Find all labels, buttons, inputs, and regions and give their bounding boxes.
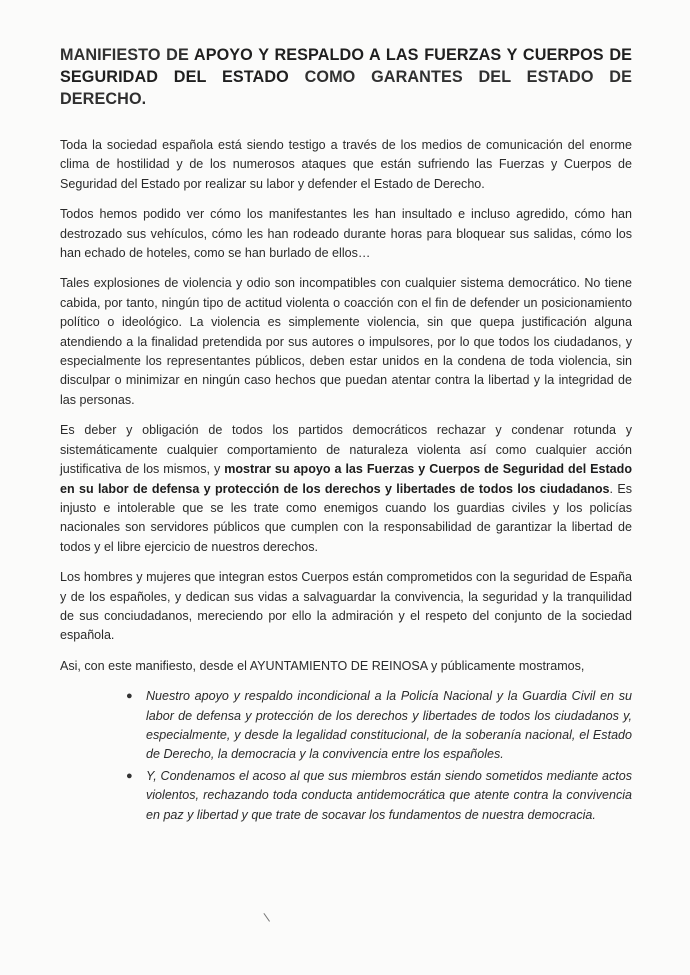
bullet-text-1: Nuestro apoyo y respaldo incondicional a la Policía Nacional y la Guardia Civil en su labor de defensa y protección de los derechos y libertades de todos los ciudadanos y, especialmente, y desde la legalidad constitucional, de la soberanía nacional, el Estado de Derecho, la democracia y la convivencia entre los españoles. [146,689,632,762]
paragraph-1: Toda la sociedad española está siendo testigo a través de los medios de comunicación del enorme clima de hostilidad y de los numerosos ataques que están sufriendo las Fuerzas y Cuerpos de Seguridad del Estado por realizar su labor y defender el Estado de Derecho. [60,138,632,191]
document-title [60,44,632,110]
title-suffix: COMO GARANTES DEL ESTADO DE DERECHO. [60,68,632,108]
bullet-dot-icon: ● [126,769,133,782]
paragraph-6: Asi, con este manifiesto, desde el AYUNTAMIENTO DE REINOSA y públicamente mostramos, [60,658,585,673]
paragraph-2: Todos hemos podido ver cómo los manifestantes les han insultado e incluso agredido, cómo han destrozado sus vehículos, cómo les han rodeado durante horas para bloquear sus salidas, cómo los han echado de hoteles, como se han burlado de ellos… [60,207,632,261]
title-prefix: MANIFIESTO DE [60,46,194,64]
bullet-text-2: Y, Condenamos el acoso al que sus miembros están siendo sometidos mediante actos violentos, rechazando toda conducta antidemocrática que atente contra la convivencia en paz y libertad y que trate de socavar los fundamentos de nuestra democracia. [146,768,632,822]
bullet-item-1 [126,687,632,765]
paragraph-4 [60,421,632,557]
paragraph-4-end: . Es injusto e intolerable que se les trate como enemigos cuando los guardias civiles y los policías nacionales son servidores públicos que cumplen con la responsabilidad de garantizar la libertad de todos y el libre ejercicio de nuestros derechos. [60,481,632,554]
bullet-item-2 [126,767,632,825]
bullet-dot-icon: ● [126,690,133,703]
stray-pen-mark: \ [262,909,272,926]
bullet-list [60,687,632,825]
paragraph-4-start: Es deber y obligación de todos los partidos democráticos rechazar y condenar rotunda y sistemáticamente cualquier comportamiento de naturaleza violenta así como cualquier acción justificativa de los mismos, y [60,423,632,477]
paragraph-4-bold: mostrar su apoyo a las Fuerzas y Cuerpos de Seguridad del Estado en su labor de defensa y protección de los derechos y libertades de todos los ciudadanos [60,462,632,496]
paragraph-3: Tales explosiones de violencia y odio son incompatibles con cualquier sistema democrático. No tiene cabida, por tanto, ningún tipo de actitud violenta o coacción con el fin de defender un posicionamiento político o ideológico. La violencia es simplemente violencia, sin que quepa justificación alguna atendiendo a la finalidad pretendida por sus autores o impulsores, por lo que todos los ciudadanos, y especialmente los representantes públicos, deben estar unidos en la condena de toda violencia, sin disculpar o minimizar en ningún caso hechos que puedan atentar contra la libertad y la integridad de las personas. [60,276,632,407]
title-bold: APOYO Y RESPALDO A LAS FUERZAS Y CUERPOS DE SEGURIDAD DEL ESTADO [60,46,633,86]
paragraph-5: Los hombres y mujeres que integran estos Cuerpos están comprometidos con la seguridad de España y de los españoles, y dedican sus vidas a salvaguardar la convivencia, la seguridad y la tranquilidad de sus conciudadanos, mereciendo por ello la admiración y el respeto del conjunto de la sociedad española. [60,570,632,643]
